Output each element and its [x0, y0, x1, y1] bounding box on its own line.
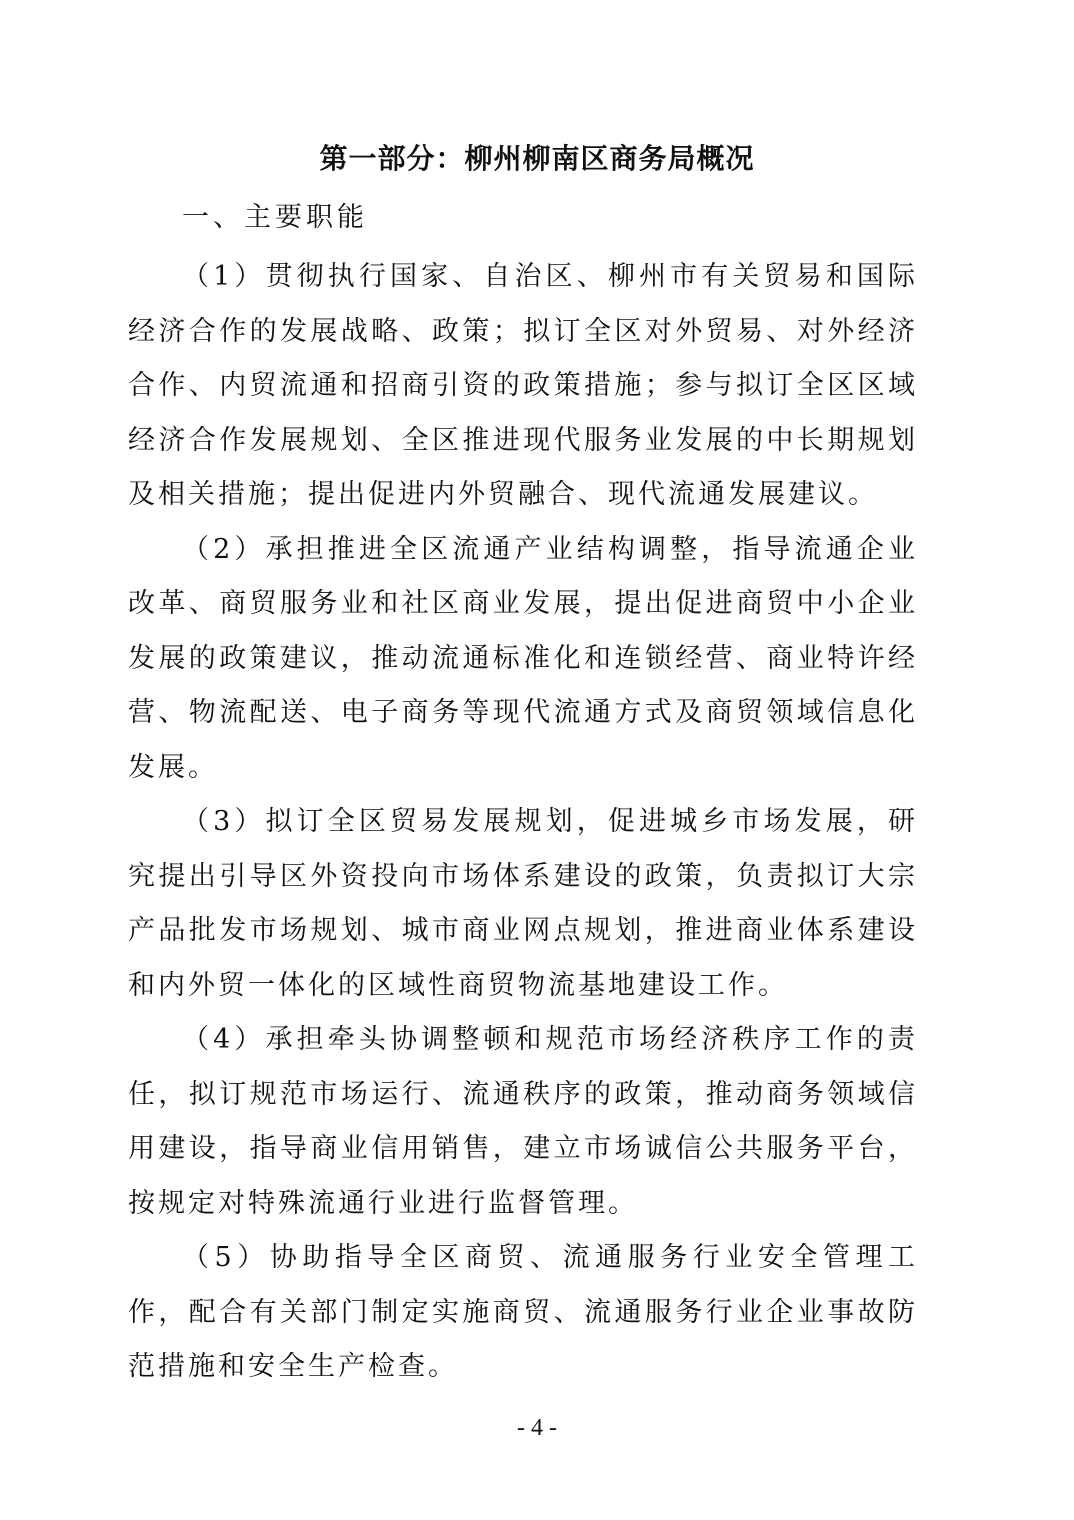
page-title: 第一部分：柳州柳南区商务局概况	[319, 142, 755, 175]
paragraph-1: （1）贯彻执行国家、自治区、柳州市有关贸易和国际经济合作的发展战略、政策；拟订全区对外贸易、对外经济合作、内贸流通和招商引资的政策措施；参与拟订全区区域经济合作发展规划、全区推进现代服务业发展的中长期规划及相关措施；提出促进内外贸融合、现代流通发展建议。	[128, 261, 918, 510]
paragraph-2: （2）承担推进全区流通产业结构调整，指导流通企业改革、商贸服务业和社区商业发展，提出促进商贸中小企业发展的政策建议，推动流通标准化和连锁经营、商业特许经营、物流配送、电子商务等现代流通方式及商贸领域信息化发展。	[128, 533, 918, 783]
section-heading: 一、主要职能	[182, 202, 368, 233]
page-number: - 4 -	[517, 1415, 557, 1441]
paragraph-3: （3）拟订全区贸易发展规划，促进城乡市场发展，研究提出引导区外资投向市场体系建设的政策，负责拟订大宗产品批发市场规划、城市商业网点规划，推进商业体系建设和内外贸一体化的区域性商贸物流基地建设工作。	[128, 806, 918, 1001]
paragraph-5: （5）协助指导全区商贸、流通服务行业安全管理工作，配合有关部门制定实施商贸、流通服务行业企业事故防范措施和安全生产检查。	[128, 1242, 918, 1382]
document-body	[128, 250, 918, 1395]
paragraph-4: （4）承担牵头协调整顿和规范市场经济秩序工作的责任，拟订规范市场运行、流通秩序的政策，推动商务领域信用建设，指导商业信用销售，建立市场诚信公共服务平台，按规定对特殊流通行业进行监督管理。	[128, 1024, 918, 1219]
